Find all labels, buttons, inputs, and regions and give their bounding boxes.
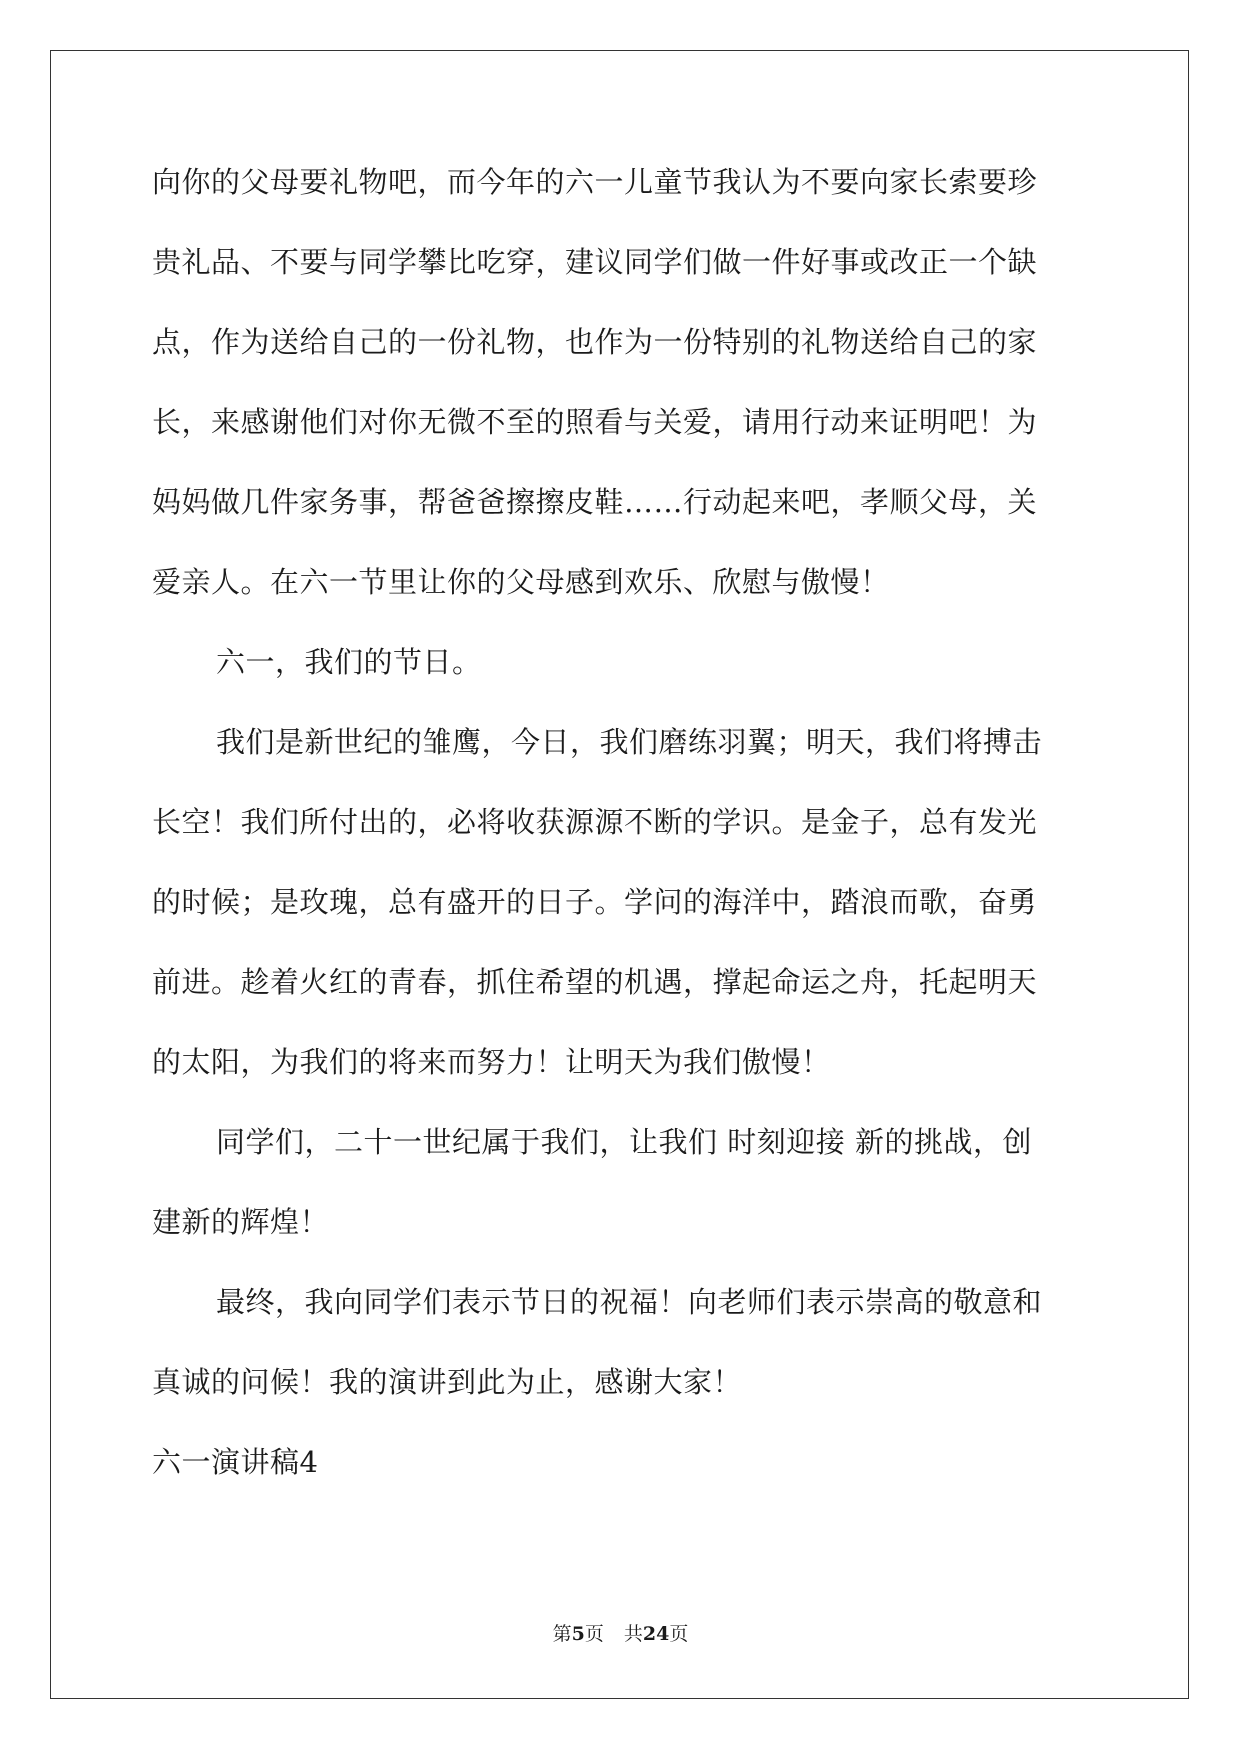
text-line: 向你的父母要礼物吧，而今年的六一儿童节我认为不要向家长索要珍	[152, 165, 1038, 199]
text-line: 同学们，二十一世纪属于我们，让我们 时刻迎接 新的挑战，创	[216, 1125, 1032, 1159]
page-footer	[0, 1619, 1241, 1646]
text-line: 贵礼品、不要与同学攀比吃穿，建议同学们做一件好事或改正一个缺	[152, 245, 1038, 279]
text-line: 的时候；是玫瑰，总有盛开的日子。学问的海洋中，踏浪而歌，奋勇	[152, 885, 1038, 919]
total-prefix: 共	[623, 1623, 643, 1645]
paragraph	[152, 1282, 1092, 1402]
text-line: 妈妈做几件家务事，帮爸爸擦擦皮鞋……行动起来吧，孝顺父母，关	[152, 485, 1038, 519]
section-heading: 六一演讲稿4	[152, 1445, 319, 1479]
page-number: 5	[571, 1623, 585, 1645]
text-line: 长，来感谢他们对你无微不至的照看与关爱，请用行动来证明吧！为	[152, 405, 1038, 439]
text-line: 点，作为送给自己的一份礼物，也作为一份特别的礼物送给自己的家	[152, 325, 1038, 359]
paragraph-list	[152, 162, 1092, 1402]
paragraph	[152, 162, 1092, 602]
total-pages: 24	[642, 1623, 670, 1645]
text-line: 长空！我们所付出的，必将收获源源不断的学识。是金子，总有发光	[152, 805, 1038, 839]
document-body	[152, 162, 1092, 1482]
paragraph	[152, 722, 1092, 1082]
text-line: 前进。趁着火红的青春，抓住希望的机遇，撑起命运之舟，托起明天	[152, 965, 1038, 999]
page-suffix: 页	[584, 1623, 604, 1645]
text-line: 六一，我们的节日。	[216, 645, 482, 679]
paragraph	[152, 642, 1092, 682]
text-line: 最终，我向同学们表示节日的祝福！向老师们表示崇高的敬意和	[216, 1285, 1043, 1319]
page-prefix: 第	[552, 1623, 572, 1645]
text-line: 我们是新世纪的雏鹰，今日，我们磨练羽翼；明天，我们将搏击	[216, 725, 1043, 759]
text-line: 真诚的问候！我的演讲到此为止，感谢大家！	[152, 1365, 743, 1399]
paragraph	[152, 1122, 1092, 1242]
text-line: 爱亲人。在六一节里让你的父母感到欢乐、欣慰与傲慢！	[152, 565, 890, 599]
text-line: 建新的辉煌！	[152, 1205, 330, 1239]
total-suffix: 页	[669, 1623, 689, 1645]
text-line: 的太阳，为我们的将来而努力！让明天为我们傲慢！	[152, 1045, 831, 1079]
